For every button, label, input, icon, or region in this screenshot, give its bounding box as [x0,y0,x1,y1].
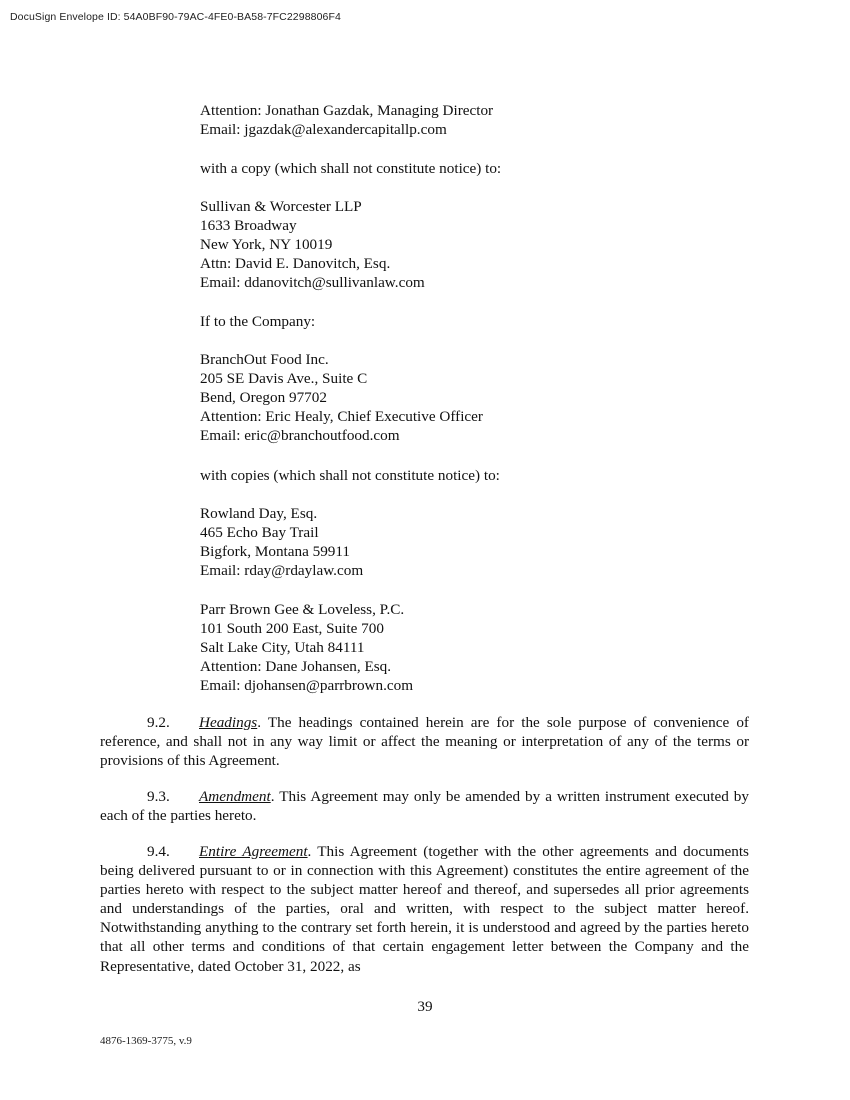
parr-name: Parr Brown Gee & Loveless, P.C. [200,601,405,618]
sullivan-attn: Attn: David E. Danovitch, Esq. [200,255,391,273]
section-text: . This Agreement (together with the other agreements and documents being delivered pursuant to or in connection with this Agreement) constitutes the entire agreement of the parties hereto with respect to the subject matter hereof and thereof, and supersedes all prior agreements and understandings of the parties, oral and written, with respect to the subject matter hereof. Notwithstanding anything to the contrary set forth herein, it is understood and agreed by the parties hereto that all other terms and conditions of that certain engagement letter between the Company and the Representative, dated October 31, 2022, as [100,843,749,975]
section-number: 9.4. [147,843,170,860]
representative-contact-block [200,101,760,139]
section-9-3-amendment [100,787,749,825]
page-number: 39 [417,998,433,1015]
section-text: . The headings contained herein are for the sole purpose of convenience of reference, and shall not in any way limit or affect the meaning or interpretation of any of the terms or provisions of this Agreement. [100,714,749,770]
company-copies-intro: with copies (which shall not constitute notice) to: [200,467,500,484]
company-street: 205 SE Davis Ave., Suite C [200,370,368,388]
sullivan-email: Email: ddanovitch@sullivanlaw.com [200,274,425,292]
rep-attention-line: Attention: Jonathan Gazdak, Managing Director [200,102,494,119]
section-heading: Entire Agreement [199,843,308,860]
company-attention: Attention: Eric Healy, Chief Executive Officer [200,408,483,426]
docusign-envelope-id: DocuSign Envelope ID: 54A0BF90-79AC-4FE0-BA58-7FC2298806F4 [10,11,341,23]
section-heading: Headings [199,714,258,731]
rowland-email: Email: rday@rdaylaw.com [200,562,364,580]
rowland-street: 465 Echo Bay Trail [200,524,319,542]
company-city: Bend, Oregon 97702 [200,389,327,407]
sullivan-address-block [200,197,760,292]
parr-address-block [200,600,760,695]
section-heading: Amendment [199,788,271,805]
rep-copy-intro: with a copy (which shall not constitute notice) to: [200,160,502,177]
parr-city: Salt Lake City, Utah 84111 [200,639,365,657]
section-9-2-headings [100,713,749,770]
parr-email: Email: djohansen@parrbrown.com [200,677,414,695]
rowland-name: Rowland Day, Esq. [200,505,318,522]
company-intro: If to the Company: [200,313,316,330]
section-number: 9.3. [147,788,170,805]
section-9-4-entire-agreement [100,842,749,976]
parr-attention: Attention: Dane Johansen, Esq. [200,658,392,676]
sullivan-city: New York, NY 10019 [200,236,333,254]
sullivan-street: 1633 Broadway [200,217,297,235]
sullivan-name: Sullivan & Worcester LLP [200,198,362,215]
company-name: BranchOut Food Inc. [200,351,329,368]
section-number: 9.2. [147,714,170,731]
company-address-block [200,350,760,445]
section-text: . This Agreement may only be amended by a written instrument executed by each of the parties hereto. [100,788,749,825]
rowland-address-block [200,504,760,580]
document-id-footer: 4876-1369-3775, v.9 [100,1035,192,1047]
rep-email-line: Email: jgazdak@alexandercapitallp.com [200,121,447,139]
company-email: Email: eric@branchoutfood.com [200,427,400,445]
rowland-city: Bigfork, Montana 59911 [200,543,351,561]
parr-street: 101 South 200 East, Suite 700 [200,620,384,638]
